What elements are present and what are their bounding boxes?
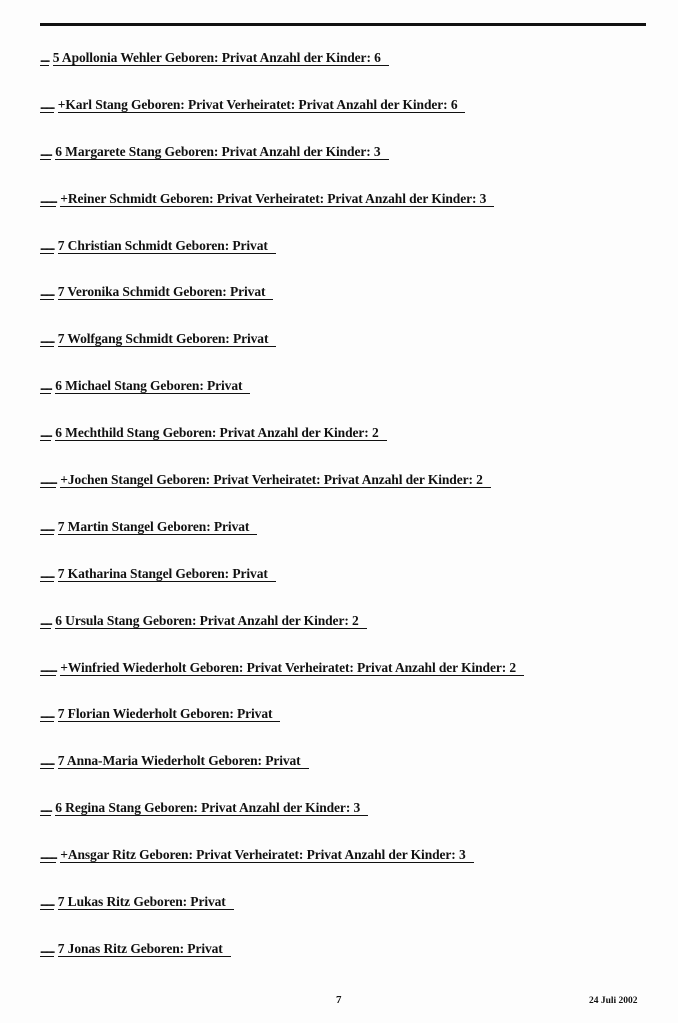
entry-text: 7 Wolfgang Schmidt Geboren: Privat	[58, 331, 277, 347]
entry-text: 5 Apollonia Wehler Geboren: Privat Anzahl der Kinder: 6	[53, 50, 389, 66]
list-item	[40, 50, 660, 97]
dot-leader: ...........	[40, 568, 54, 581]
entry-text: +Ansgar Ritz Geboren: Privat Verheiratet: Privat Anzahl der Kinder: 3	[60, 847, 473, 863]
dot-leader: .............	[40, 475, 57, 488]
list-item	[40, 378, 660, 425]
entry-text: +Jochen Stangel Geboren: Privat Verheiratet: Privat Anzahl der Kinder: 2	[60, 472, 491, 488]
list-item	[40, 706, 660, 753]
list-item	[40, 660, 660, 707]
dot-leader: ...........	[40, 99, 54, 112]
dot-leader: .............	[40, 193, 57, 206]
dot-leader: ...........	[40, 240, 54, 253]
entry-text: +Karl Stang Geboren: Privat Verheiratet: Privat Anzahl der Kinder: 6	[58, 97, 466, 113]
list-item	[40, 425, 660, 472]
list-item	[40, 191, 660, 238]
list-item	[40, 566, 660, 613]
dot-leader: ...........	[40, 287, 54, 300]
entry-text: 7 Lukas Ritz Geboren: Privat	[58, 894, 234, 910]
entry-text: 7 Jonas Ritz Geboren: Privat	[58, 941, 231, 957]
dot-leader: ...........	[40, 334, 54, 347]
list-item	[40, 847, 660, 894]
list-item	[40, 472, 660, 519]
entry-text: 7 Martin Stangel Geboren: Privat	[58, 519, 258, 535]
dot-leader: ...........	[40, 756, 54, 769]
list-item	[40, 331, 660, 378]
dot-leader: ...........	[40, 521, 54, 534]
list-item	[40, 284, 660, 331]
entry-text: 6 Margarete Stang Geboren: Privat Anzahl der Kinder: 3	[55, 144, 388, 160]
list-item	[40, 753, 660, 800]
dot-leader: ...........	[40, 897, 54, 910]
list-item	[40, 613, 660, 660]
entry-text: 6 Michael Stang Geboren: Privat	[55, 378, 250, 394]
list-item	[40, 941, 660, 988]
dot-leader: ...........	[40, 709, 54, 722]
entry-text: 6 Ursula Stang Geboren: Privat Anzahl der Kinder: 2	[55, 613, 366, 629]
dot-leader: .........	[40, 381, 52, 394]
list-item	[40, 519, 660, 566]
page-number: 7	[336, 994, 342, 1006]
list-item	[40, 144, 660, 191]
dot-leader: ...........	[40, 943, 54, 956]
dot-leader: .......	[40, 53, 49, 65]
list-item	[40, 238, 660, 285]
entry-text: 7 Katharina Stangel Geboren: Privat	[58, 566, 276, 582]
list-item	[40, 800, 660, 847]
dot-leader: .............	[40, 850, 57, 863]
entry-text: 6 Mechthild Stang Geboren: Privat Anzahl der Kinder: 2	[55, 425, 386, 441]
dot-leader: .........	[40, 428, 52, 441]
top-rule	[40, 23, 646, 26]
entry-text: 7 Florian Wiederholt Geboren: Privat	[58, 706, 281, 722]
entry-text: 6 Regina Stang Geboren: Privat Anzahl der Kinder: 3	[55, 800, 368, 816]
genealogy-list	[40, 50, 660, 988]
entry-text: 7 Anna-Maria Wiederholt Geboren: Privat	[58, 753, 309, 769]
dot-leader: .............	[40, 662, 57, 675]
dot-leader: .........	[40, 146, 52, 159]
dot-leader: .........	[40, 803, 52, 816]
dot-leader: .........	[40, 615, 52, 628]
entry-text: +Reiner Schmidt Geboren: Privat Verheiratet: Privat Anzahl der Kinder: 3	[60, 191, 494, 207]
entry-text: 7 Veronika Schmidt Geboren: Privat	[58, 284, 274, 300]
footer-date: 24 Juli 2002	[589, 996, 638, 1006]
entry-text: 7 Christian Schmidt Geboren: Privat	[58, 238, 276, 254]
entry-text: +Winfried Wiederholt Geboren: Privat Verheiratet: Privat Anzahl der Kinder: 2	[60, 660, 524, 676]
list-item	[40, 894, 660, 941]
list-item	[40, 97, 660, 144]
